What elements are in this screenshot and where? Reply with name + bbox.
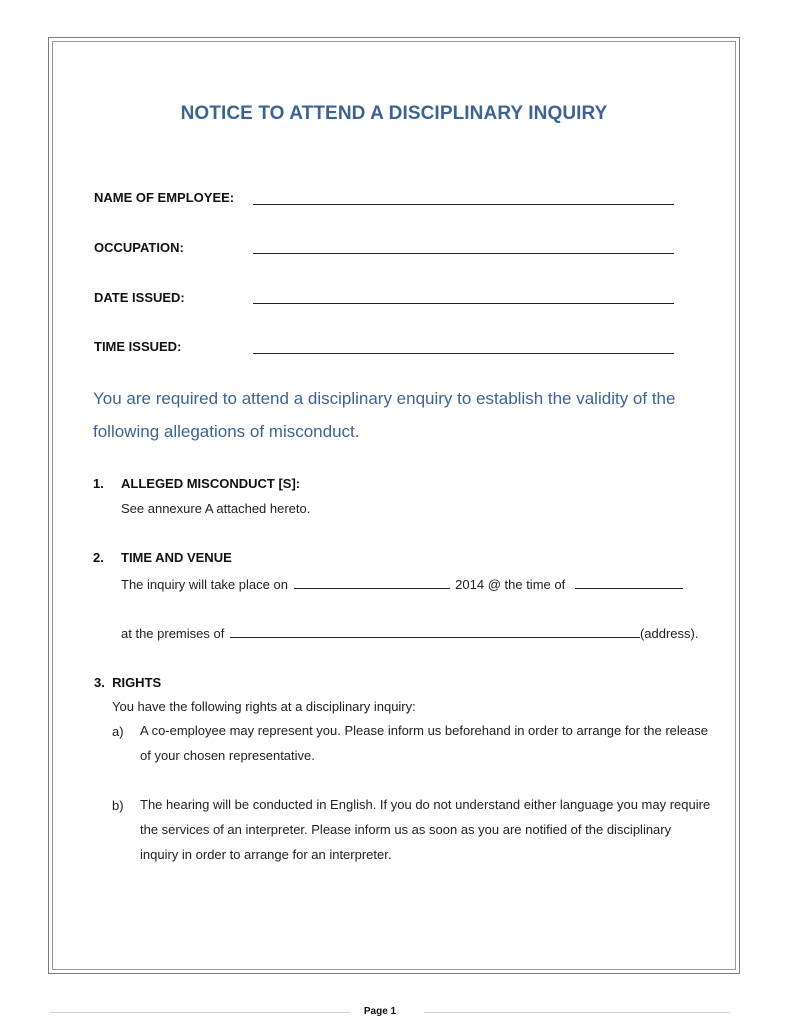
section-2-number: 2.: [93, 550, 104, 565]
field-label-time-issued: TIME ISSUED:: [94, 339, 182, 354]
rights-intro: You have the following rights at a disciplinary inquiry:: [112, 699, 416, 714]
section-1-title: ALLEGED MISCONDUCT [S]:: [121, 476, 301, 491]
field-line-time-issued: [253, 341, 674, 354]
inquiry-time-prefix: 2014 @ the time of: [455, 577, 566, 592]
rights-item-a-letter: a): [112, 724, 124, 739]
field-label-occupation: OCCUPATION:: [94, 240, 184, 255]
inquiry-date-prefix: The inquiry will take place on: [121, 577, 288, 592]
footer-rule-right: [424, 1012, 730, 1013]
inquiry-time-blank: [575, 576, 683, 589]
premises-suffix: (address).: [639, 626, 699, 641]
rights-item-a-text: A co-employee may represent you. Please inform us beforehand in order to arrange for the release of your chosen representative.: [140, 723, 708, 763]
rights-item-b-letter: b): [112, 798, 124, 813]
field-line-employee-name: [253, 192, 674, 205]
field-line-occupation: [253, 241, 674, 254]
premises-prefix: at the premises of: [121, 626, 225, 641]
premises-line: [121, 625, 698, 641]
inquiry-date-blank: [294, 576, 450, 589]
footer-rule-left: [50, 1012, 350, 1013]
document-title: NOTICE TO ATTEND A DISCIPLINARY INQUIRY: [180, 103, 608, 124]
field-label-date-issued: DATE ISSUED:: [94, 290, 185, 305]
section-1-number: 1.: [93, 476, 104, 491]
field-label-employee-name: NAME OF EMPLOYEE:: [94, 190, 235, 205]
section-1-text: See annexure A attached hereto.: [121, 501, 311, 516]
footer-page-number: Page 1: [363, 1006, 397, 1017]
field-line-date-issued: [253, 291, 674, 304]
premises-address-blank: [230, 625, 640, 638]
inquiry-date-line: [121, 576, 683, 592]
intro-paragraph: You are required to attend a disciplinary enquiry to establish the validity of the following allegations of misconduct.: [93, 389, 676, 441]
rights-item-b-text: The hearing will be conducted in English. If you do not understand either language you may require the services of an interpreter. Please inform us as soon as you are notified of the disciplinary inquiry in order to arrange for an interpreter.: [140, 797, 711, 862]
section-3-heading: 3. RIGHTS: [94, 675, 162, 690]
section-2-title: TIME AND VENUE: [121, 550, 232, 565]
